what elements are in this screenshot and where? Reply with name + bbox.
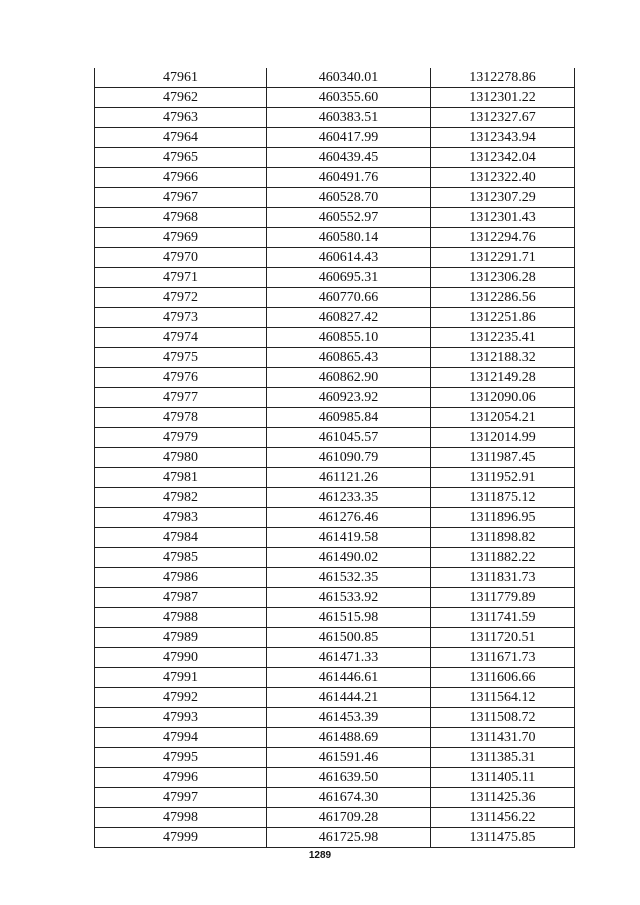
x-coordinate-cell: 461709.28 — [267, 808, 431, 828]
x-coordinate-cell: 460865.43 — [267, 348, 431, 368]
table-row — [95, 528, 575, 548]
table-row — [95, 148, 575, 168]
point-id-cell: 47973 — [95, 308, 267, 328]
point-id-cell: 47978 — [95, 408, 267, 428]
y-coordinate-cell: 1312188.32 — [431, 348, 575, 368]
point-id-cell: 47979 — [95, 428, 267, 448]
table-row — [95, 88, 575, 108]
y-coordinate-cell: 1312322.40 — [431, 168, 575, 188]
table-row — [95, 128, 575, 148]
table-row — [95, 728, 575, 748]
table-row — [95, 328, 575, 348]
point-id-cell: 47981 — [95, 468, 267, 488]
x-coordinate-cell: 460580.14 — [267, 228, 431, 248]
point-id-cell: 47983 — [95, 508, 267, 528]
y-coordinate-cell: 1312090.06 — [431, 388, 575, 408]
point-id-cell: 47964 — [95, 128, 267, 148]
y-coordinate-cell: 1311741.59 — [431, 608, 575, 628]
table-row — [95, 508, 575, 528]
x-coordinate-cell: 460770.66 — [267, 288, 431, 308]
y-coordinate-cell: 1312278.86 — [431, 68, 575, 88]
x-coordinate-cell: 460985.84 — [267, 408, 431, 428]
point-id-cell: 47970 — [95, 248, 267, 268]
table-row — [95, 408, 575, 428]
y-coordinate-cell: 1311475.85 — [431, 828, 575, 848]
table-row — [95, 768, 575, 788]
table-row — [95, 808, 575, 828]
x-coordinate-cell: 461444.21 — [267, 688, 431, 708]
table-row — [95, 488, 575, 508]
y-coordinate-cell: 1311898.82 — [431, 528, 575, 548]
x-coordinate-cell: 460923.92 — [267, 388, 431, 408]
point-id-cell: 47962 — [95, 88, 267, 108]
table-row — [95, 368, 575, 388]
y-coordinate-cell: 1312149.28 — [431, 368, 575, 388]
x-coordinate-cell: 461090.79 — [267, 448, 431, 468]
table-row — [95, 448, 575, 468]
y-coordinate-cell: 1311431.70 — [431, 728, 575, 748]
y-coordinate-cell: 1312301.43 — [431, 208, 575, 228]
point-id-cell: 47990 — [95, 648, 267, 668]
table-row — [95, 648, 575, 668]
x-coordinate-cell: 461446.61 — [267, 668, 431, 688]
y-coordinate-cell: 1311952.91 — [431, 468, 575, 488]
table-row — [95, 348, 575, 368]
y-coordinate-cell: 1311896.95 — [431, 508, 575, 528]
point-id-cell: 47992 — [95, 688, 267, 708]
x-coordinate-cell: 460340.01 — [267, 68, 431, 88]
point-id-cell: 47975 — [95, 348, 267, 368]
table-row — [95, 568, 575, 588]
point-id-cell: 47976 — [95, 368, 267, 388]
point-id-cell: 47986 — [95, 568, 267, 588]
x-coordinate-cell: 460614.43 — [267, 248, 431, 268]
x-coordinate-cell: 460491.76 — [267, 168, 431, 188]
table-row — [95, 388, 575, 408]
x-coordinate-cell: 461725.98 — [267, 828, 431, 848]
point-id-cell: 47989 — [95, 628, 267, 648]
page-number: 1289 — [308, 850, 332, 861]
y-coordinate-cell: 1312306.28 — [431, 268, 575, 288]
table-row — [95, 308, 575, 328]
table-row — [95, 608, 575, 628]
point-id-cell: 47968 — [95, 208, 267, 228]
y-coordinate-cell: 1311831.73 — [431, 568, 575, 588]
table-row — [95, 428, 575, 448]
table-row — [95, 708, 575, 728]
point-id-cell: 47998 — [95, 808, 267, 828]
point-id-cell: 47965 — [95, 148, 267, 168]
y-coordinate-cell: 1311779.89 — [431, 588, 575, 608]
y-coordinate-cell: 1311606.66 — [431, 668, 575, 688]
x-coordinate-cell: 461515.98 — [267, 608, 431, 628]
table-row — [95, 288, 575, 308]
point-id-cell: 47984 — [95, 528, 267, 548]
table-row — [95, 748, 575, 768]
y-coordinate-cell: 1311564.12 — [431, 688, 575, 708]
x-coordinate-cell: 461533.92 — [267, 588, 431, 608]
point-id-cell: 47987 — [95, 588, 267, 608]
x-coordinate-cell: 461121.26 — [267, 468, 431, 488]
y-coordinate-cell: 1311671.73 — [431, 648, 575, 668]
x-coordinate-cell: 461532.35 — [267, 568, 431, 588]
table-row — [95, 188, 575, 208]
point-id-cell: 47961 — [95, 68, 267, 88]
table-row — [95, 168, 575, 188]
y-coordinate-cell: 1312327.67 — [431, 108, 575, 128]
x-coordinate-cell: 461639.50 — [267, 768, 431, 788]
point-id-cell: 47985 — [95, 548, 267, 568]
table-row — [95, 548, 575, 568]
point-id-cell: 47997 — [95, 788, 267, 808]
x-coordinate-cell: 460439.45 — [267, 148, 431, 168]
y-coordinate-cell: 1312301.22 — [431, 88, 575, 108]
y-coordinate-cell: 1312054.21 — [431, 408, 575, 428]
y-coordinate-cell: 1312235.41 — [431, 328, 575, 348]
coordinate-table-body — [95, 68, 575, 848]
point-id-cell: 47999 — [95, 828, 267, 848]
point-id-cell: 47977 — [95, 388, 267, 408]
x-coordinate-cell: 461276.46 — [267, 508, 431, 528]
y-coordinate-cell: 1311882.22 — [431, 548, 575, 568]
y-coordinate-cell: 1311508.72 — [431, 708, 575, 728]
point-id-cell: 47982 — [95, 488, 267, 508]
table-row — [95, 228, 575, 248]
x-coordinate-cell: 461453.39 — [267, 708, 431, 728]
point-id-cell: 47971 — [95, 268, 267, 288]
y-coordinate-cell: 1311405.11 — [431, 768, 575, 788]
y-coordinate-cell: 1311720.51 — [431, 628, 575, 648]
x-coordinate-cell: 460695.31 — [267, 268, 431, 288]
table-row — [95, 108, 575, 128]
x-coordinate-cell: 460528.70 — [267, 188, 431, 208]
table-row — [95, 628, 575, 648]
table-row — [95, 268, 575, 288]
y-coordinate-cell: 1312307.29 — [431, 188, 575, 208]
table-row — [95, 828, 575, 848]
x-coordinate-cell: 461674.30 — [267, 788, 431, 808]
point-id-cell: 47969 — [95, 228, 267, 248]
x-coordinate-cell: 461490.02 — [267, 548, 431, 568]
point-id-cell: 47980 — [95, 448, 267, 468]
x-coordinate-cell: 460827.42 — [267, 308, 431, 328]
x-coordinate-cell: 461591.46 — [267, 748, 431, 768]
point-id-cell: 47988 — [95, 608, 267, 628]
x-coordinate-cell: 460355.60 — [267, 88, 431, 108]
y-coordinate-cell: 1312014.99 — [431, 428, 575, 448]
x-coordinate-cell: 461045.57 — [267, 428, 431, 448]
x-coordinate-cell: 461419.58 — [267, 528, 431, 548]
y-coordinate-cell: 1312342.04 — [431, 148, 575, 168]
y-coordinate-cell: 1311385.31 — [431, 748, 575, 768]
y-coordinate-cell: 1312251.86 — [431, 308, 575, 328]
coordinate-table — [94, 68, 575, 848]
table-row — [95, 208, 575, 228]
y-coordinate-cell: 1312343.94 — [431, 128, 575, 148]
y-coordinate-cell: 1311987.45 — [431, 448, 575, 468]
point-id-cell: 47966 — [95, 168, 267, 188]
table-row — [95, 788, 575, 808]
y-coordinate-cell: 1311456.22 — [431, 808, 575, 828]
y-coordinate-cell: 1311425.36 — [431, 788, 575, 808]
y-coordinate-cell: 1311875.12 — [431, 488, 575, 508]
y-coordinate-cell: 1312294.76 — [431, 228, 575, 248]
x-coordinate-cell: 461488.69 — [267, 728, 431, 748]
table-row — [95, 668, 575, 688]
x-coordinate-cell: 460552.97 — [267, 208, 431, 228]
y-coordinate-cell: 1312291.71 — [431, 248, 575, 268]
point-id-cell: 47963 — [95, 108, 267, 128]
table-row — [95, 68, 575, 88]
x-coordinate-cell: 460862.90 — [267, 368, 431, 388]
point-id-cell: 47996 — [95, 768, 267, 788]
point-id-cell: 47993 — [95, 708, 267, 728]
x-coordinate-cell: 460417.99 — [267, 128, 431, 148]
x-coordinate-cell: 461233.35 — [267, 488, 431, 508]
table-row — [95, 468, 575, 488]
point-id-cell: 47995 — [95, 748, 267, 768]
x-coordinate-cell: 461500.85 — [267, 628, 431, 648]
y-coordinate-cell: 1312286.56 — [431, 288, 575, 308]
table-row — [95, 588, 575, 608]
point-id-cell: 47972 — [95, 288, 267, 308]
x-coordinate-cell: 460855.10 — [267, 328, 431, 348]
point-id-cell: 47994 — [95, 728, 267, 748]
x-coordinate-cell: 461471.33 — [267, 648, 431, 668]
table-row — [95, 248, 575, 268]
point-id-cell: 47967 — [95, 188, 267, 208]
point-id-cell: 47991 — [95, 668, 267, 688]
point-id-cell: 47974 — [95, 328, 267, 348]
x-coordinate-cell: 460383.51 — [267, 108, 431, 128]
table-row — [95, 688, 575, 708]
